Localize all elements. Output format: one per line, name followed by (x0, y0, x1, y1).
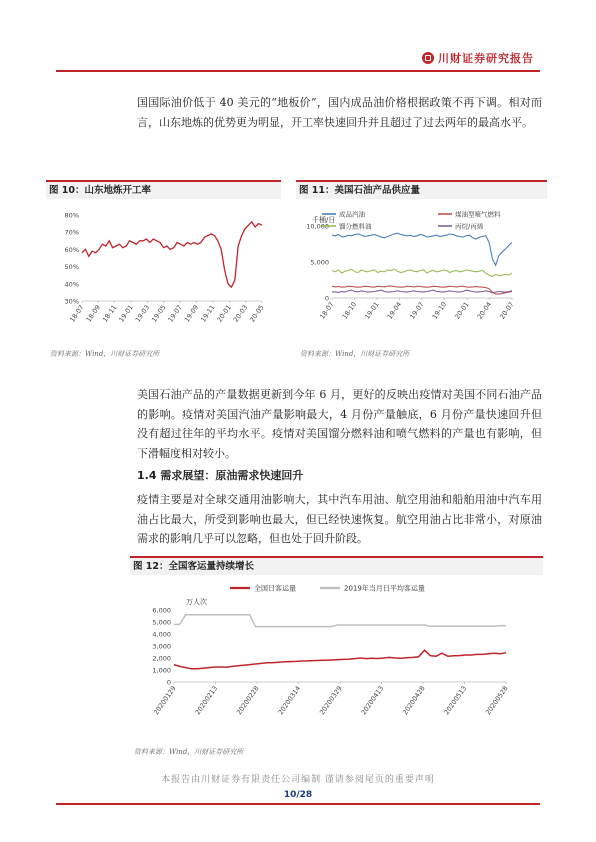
y-axis-unit: 万人次 (186, 598, 207, 606)
y-tick-label: 40% (64, 280, 79, 289)
x-tick-label: 19-04 (385, 300, 404, 321)
x-tick-label: 19-09 (182, 303, 201, 324)
series-line-0 (332, 233, 512, 265)
y-tick-label: 6,000 (152, 606, 171, 615)
figure-10-source: 资料来源：Wind，川财证券研究所 (50, 350, 160, 358)
legend-label: 煤油型喷气燃料 (455, 210, 501, 219)
x-tick-label: 19-10 (430, 300, 449, 321)
x-tick-label: 20200428 (401, 684, 427, 717)
figure-10-chart (46, 200, 286, 340)
x-tick-label: 18-11 (100, 303, 119, 324)
x-tick-label: 20200314 (276, 684, 303, 717)
x-tick-label: 20-05 (248, 303, 266, 324)
section-title: 1.4 需求展望：原油需求快速回升 (137, 469, 304, 482)
series-line-1 (174, 615, 506, 627)
page-number: 10/28 (283, 790, 313, 800)
y-tick-label: 30% (64, 297, 79, 306)
series-line-3 (332, 290, 512, 293)
figure-11-chart (296, 200, 546, 340)
x-tick-label: 19-01 (363, 300, 381, 321)
y-tick-label: 70% (64, 228, 79, 237)
brand-title: 川财证券研究报告 (438, 52, 534, 65)
figure-10-caption: 图 10：山东地炼开工率 (46, 180, 281, 199)
y-tick-label: 0 (166, 678, 171, 687)
x-tick-label: 20200129 (152, 684, 178, 717)
x-tick-label: 20200513 (442, 684, 469, 717)
series-line-0 (82, 222, 262, 287)
y-tick-label: 10,000 (306, 222, 329, 231)
footer-disclaimer: 本报告由川财证券有限责任公司编制 谨请参阅尾页的重要声明 (161, 775, 435, 785)
y-tick-label: 80% (64, 211, 79, 220)
x-tick-label: 18-07 (318, 300, 336, 321)
y-axis-unit: 千桶/日 (312, 216, 336, 224)
x-tick-label: 20-04 (475, 300, 494, 321)
x-tick-label: 19-01 (117, 303, 135, 324)
x-tick-label: 18-07 (68, 303, 86, 324)
series-line-0 (174, 650, 506, 669)
figure-11-caption: 图 11：美国石油产品供应量 (296, 180, 547, 199)
y-tick-label: 4,000 (152, 630, 171, 639)
x-tick-label: 18-10 (340, 300, 359, 321)
series-line-2 (332, 269, 512, 276)
paragraph-2: 美国石油产品的产量数据更新到今年 6 月，更好的反映出疫情对美国不同石油产品的影响。疫情对美国汽油产量影响最大，4 月份产量触底，6 月份产量快速回升但没有超过往年的平均水平。疫情对美国馏分燃料油和喷气燃料的产量也有影响，但下滑幅度相对较小。 (137, 388, 542, 460)
footer-rule (56, 803, 540, 805)
y-tick-label: 5,000 (152, 618, 171, 627)
figure-12-chart (130, 576, 542, 742)
legend-label: 全国日客运量 (254, 584, 296, 593)
x-tick-label: 20200213 (193, 684, 220, 717)
y-tick-label: 3,000 (152, 642, 171, 651)
x-tick-label: 20-01 (215, 303, 233, 324)
figure-12-caption: 图 12：全国客运量持续增长 (130, 556, 543, 575)
x-tick-label: 18-09 (84, 303, 103, 324)
paragraph-1: 国国际油价低于 40 美元的“地板价”，国内成品油价格根据政策不再下调。相对而言，山东地炼的优势更为明显，开工率快速回升并且超过了过去两年的最高水平。 (137, 96, 542, 129)
x-tick-label: 20-01 (453, 300, 471, 321)
figure-12-source: 资料来源：Wind，川财证券研究所 (134, 748, 244, 756)
series-line-1 (332, 286, 512, 294)
legend-label: 成品汽油 (339, 210, 365, 219)
x-tick-label: 19-05 (150, 303, 168, 324)
x-tick-label: 20200329 (318, 684, 344, 717)
x-tick-label: 19-07 (408, 300, 426, 321)
x-tick-label: 19-07 (166, 303, 184, 324)
brand-logo-icon (422, 52, 434, 64)
figure-11-source: 资料来源：Wind，川财证券研究所 (300, 350, 410, 358)
x-tick-label: 20-07 (498, 300, 516, 321)
legend-item (230, 584, 296, 593)
legend-label: 2019年当月日平均客运量 (344, 584, 425, 593)
legend-label: 馏分燃料油 (339, 222, 372, 231)
y-tick-label: 1,000 (152, 666, 171, 675)
y-tick-label: 60% (64, 245, 79, 254)
x-tick-label: 19-11 (199, 303, 217, 324)
x-tick-label: 20200413 (359, 684, 386, 717)
legend-item (438, 222, 484, 231)
legend-item (320, 584, 425, 593)
y-tick-label: 50% (64, 263, 79, 272)
x-tick-label: 20-03 (231, 303, 250, 324)
y-tick-label: 0 (324, 294, 329, 303)
y-tick-label: 5,000 (310, 258, 329, 267)
header-rule (56, 70, 540, 72)
x-tick-label: 19-03 (133, 303, 152, 324)
x-tick-label: 20200228 (235, 684, 261, 717)
legend-label: 丙烷/丙烯 (455, 222, 484, 231)
x-tick-label: 20200528 (484, 684, 510, 717)
paragraph-3: 疫情主要是对全球交通用油影响大，其中汽车用油、航空用油和船舶用油中汽车用油占比最大，所受到影响也最大，但已经快速恢复。航空用油占比非常小，对原油需求的影响几乎可以忽略，但也处于回升阶段。 (137, 493, 542, 545)
y-tick-label: 2,000 (152, 654, 171, 663)
legend-item (438, 210, 501, 219)
